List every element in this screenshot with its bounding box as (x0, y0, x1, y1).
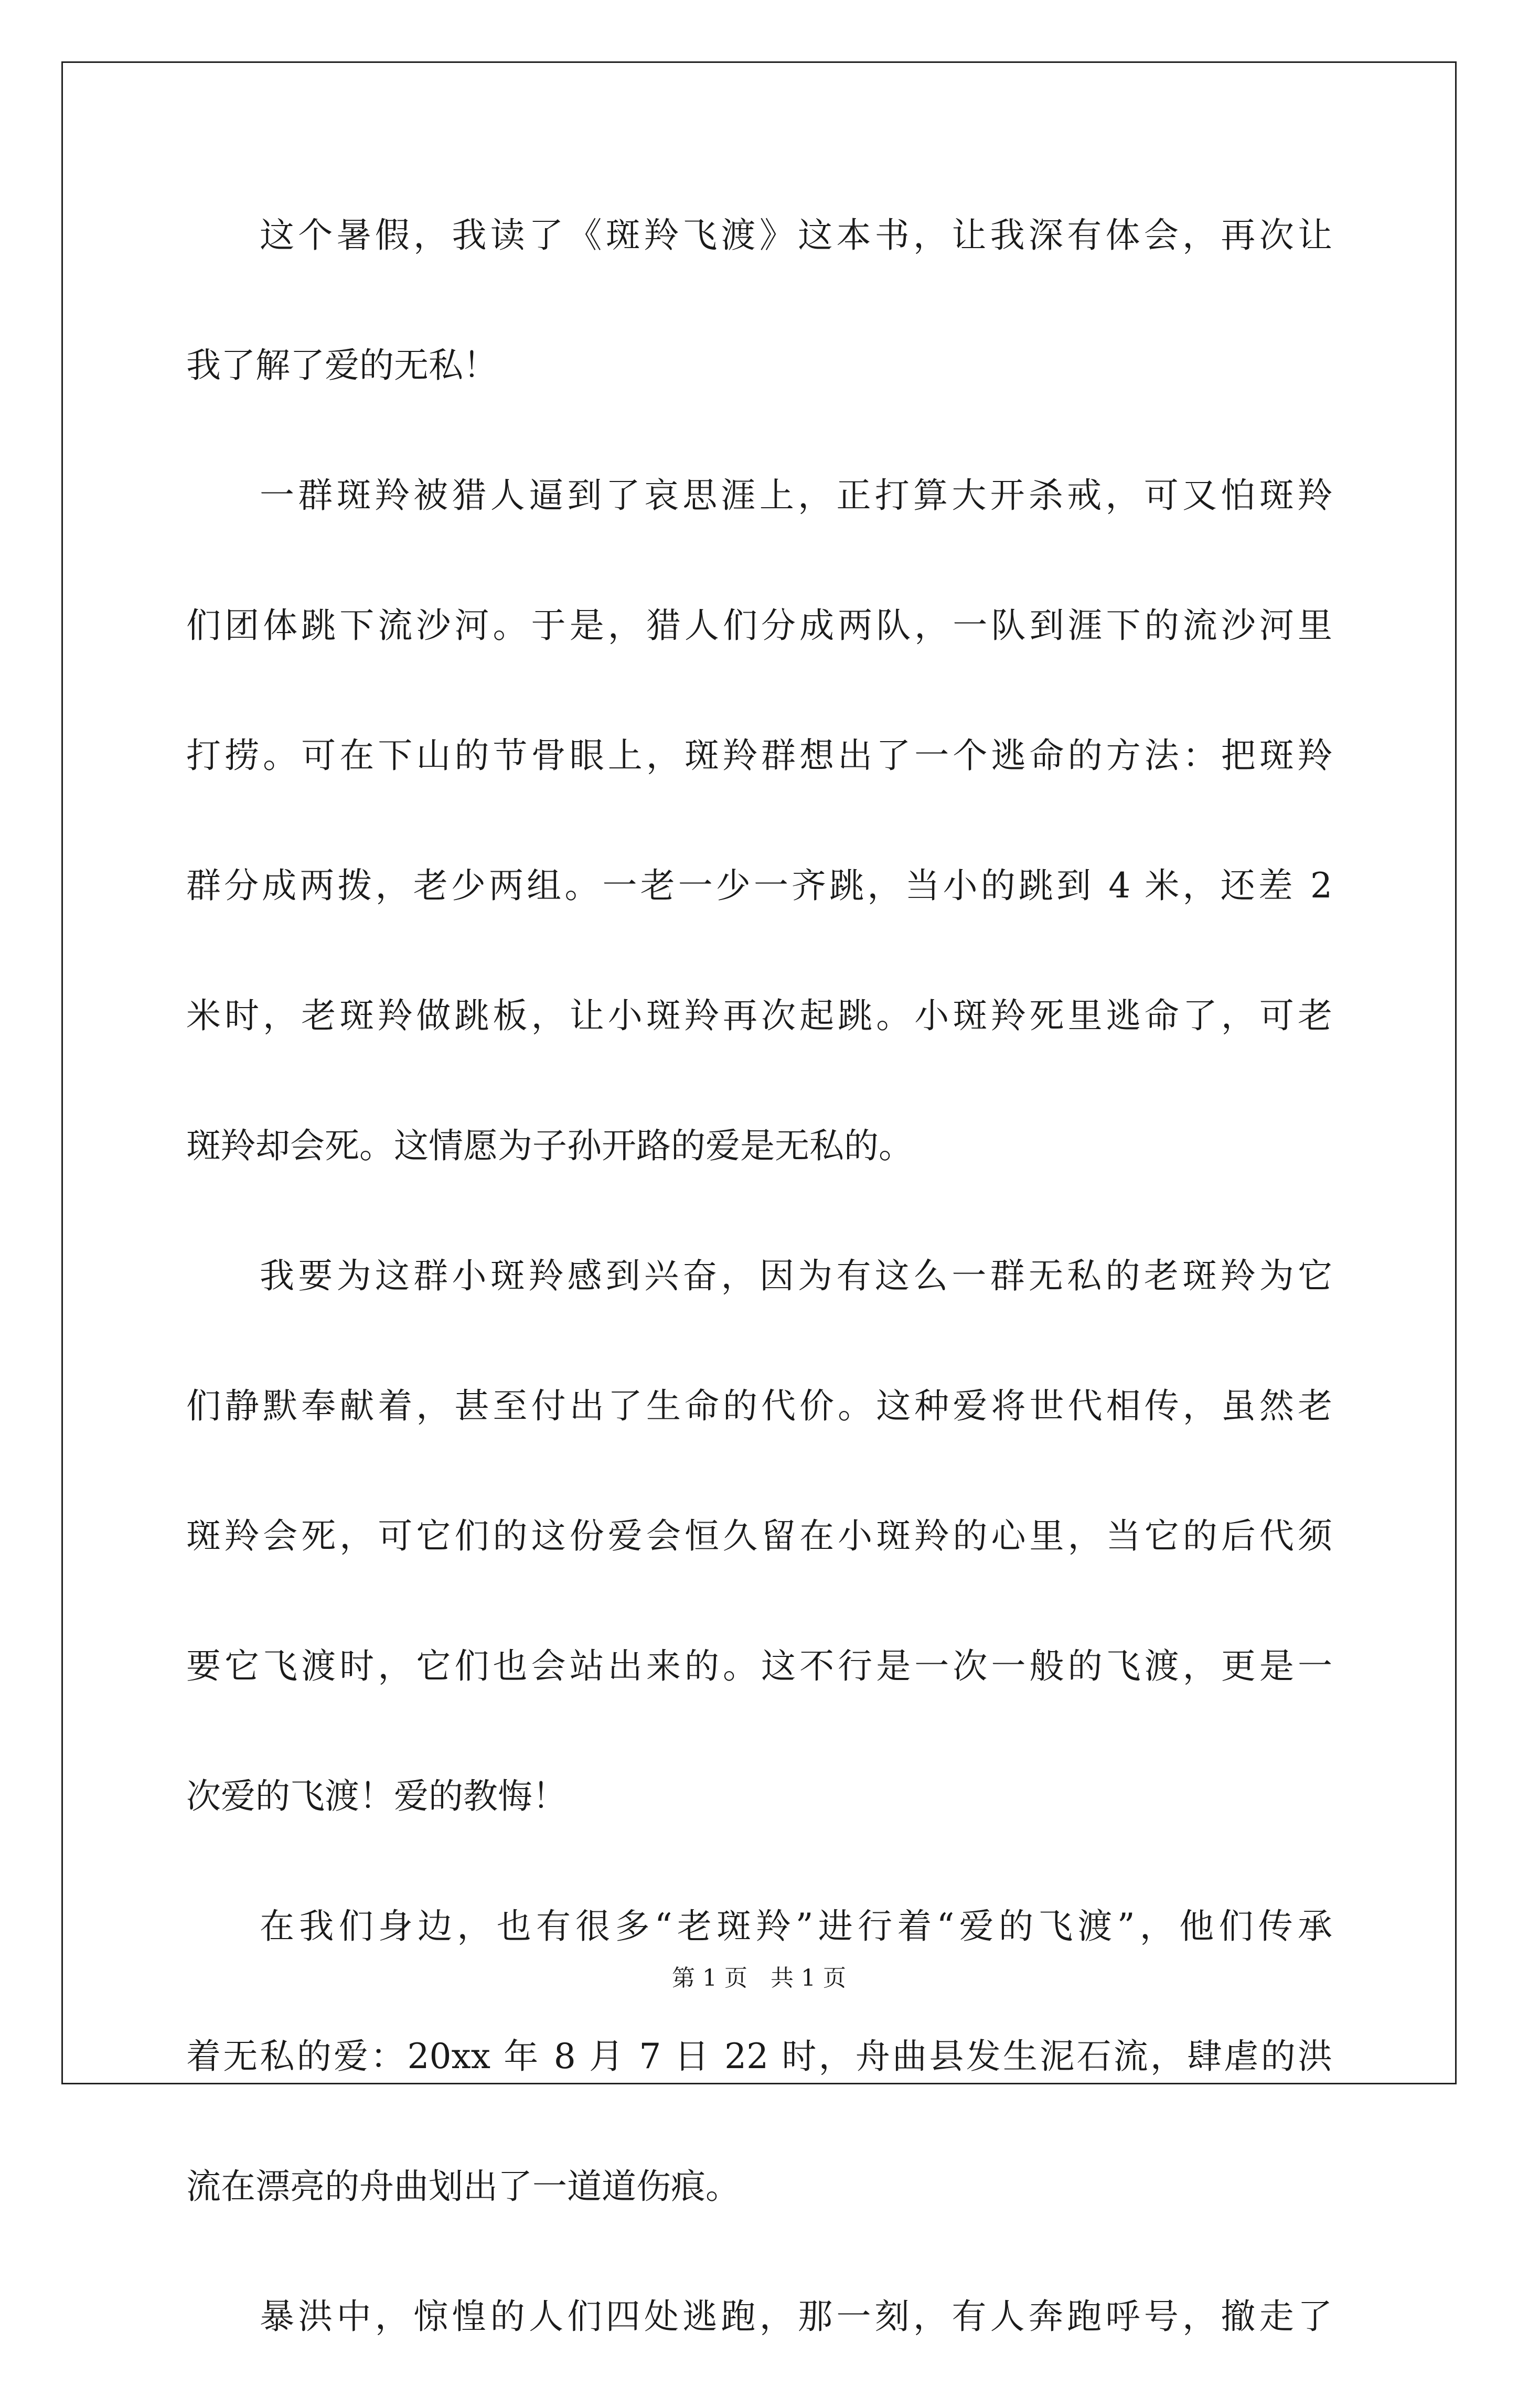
paragraph-line: 在我们身边，也有很多“老斑羚”进行着“爱的飞渡”，他们传承 (260, 1906, 1332, 1946)
paragraph-line: 我了解了爱的无私！ (186, 345, 498, 386)
paragraph-line: 群分成两拨，老少两组。一老一少一齐跳，当小的跳到 4 米，还差 2 (186, 865, 1332, 906)
paragraph-line: 斑羚会死，可它们的这份爱会恒久留在小斑羚的心里，当它的后代须 (186, 1516, 1332, 1556)
paragraph-line: 暴洪中，惊惶的人们四处逃跑，那一刻，有人奔跑呼号，撤走了 (260, 2296, 1332, 2337)
paragraph-line: 一群斑羚被猎人逼到了哀思涯上，正打算大开杀戒，可又怕斑羚 (260, 475, 1332, 516)
paragraph-line: 次爱的飞渡！爱的教悔！ (186, 1776, 567, 1816)
paragraph-line: 要它飞渡时，它们也会站出来的。这不行是一次一般的飞渡，更是一 (186, 1646, 1332, 1686)
paragraph-line: 这个暑假，我读了《斑羚飞渡》这本书，让我深有体会，再次让 (260, 215, 1332, 255)
document-body (186, 197, 1332, 2408)
page-number-footer: 第 1 页 共 1 页 (672, 1965, 846, 1992)
paragraph-line: 米时，老斑羚做跳板，让小斑羚再次起跳。小斑羚死里逃命了，可老 (186, 996, 1332, 1036)
paragraph-line: 我要为这群小斑羚感到兴奋，因为有这么一群无私的老斑羚为它 (260, 1256, 1332, 1296)
paragraph-line: 流在漂亮的舟曲划出了一道道伤痕。 (186, 2166, 740, 2207)
paragraph-line: 打捞。可在下山的节骨眼上，斑羚群想出了一个逃命的方法：把斑羚 (186, 735, 1332, 776)
paragraph-line: 着无私的爱：20xx 年 8 月 7 日 22 时，舟曲县发生泥石流，肆虐的洪 (186, 2036, 1332, 2077)
paragraph-line: 斑羚却会死。这情愿为子孙开路的爱是无私的。 (186, 1126, 913, 1166)
paragraph-line: 们静默奉献着，甚至付出了生命的代价。这种爱将世代相传，虽然老 (186, 1386, 1332, 1426)
paragraph-line: 们团体跳下流沙河。于是，猎人们分成两队，一队到涯下的流沙河里 (186, 605, 1332, 646)
